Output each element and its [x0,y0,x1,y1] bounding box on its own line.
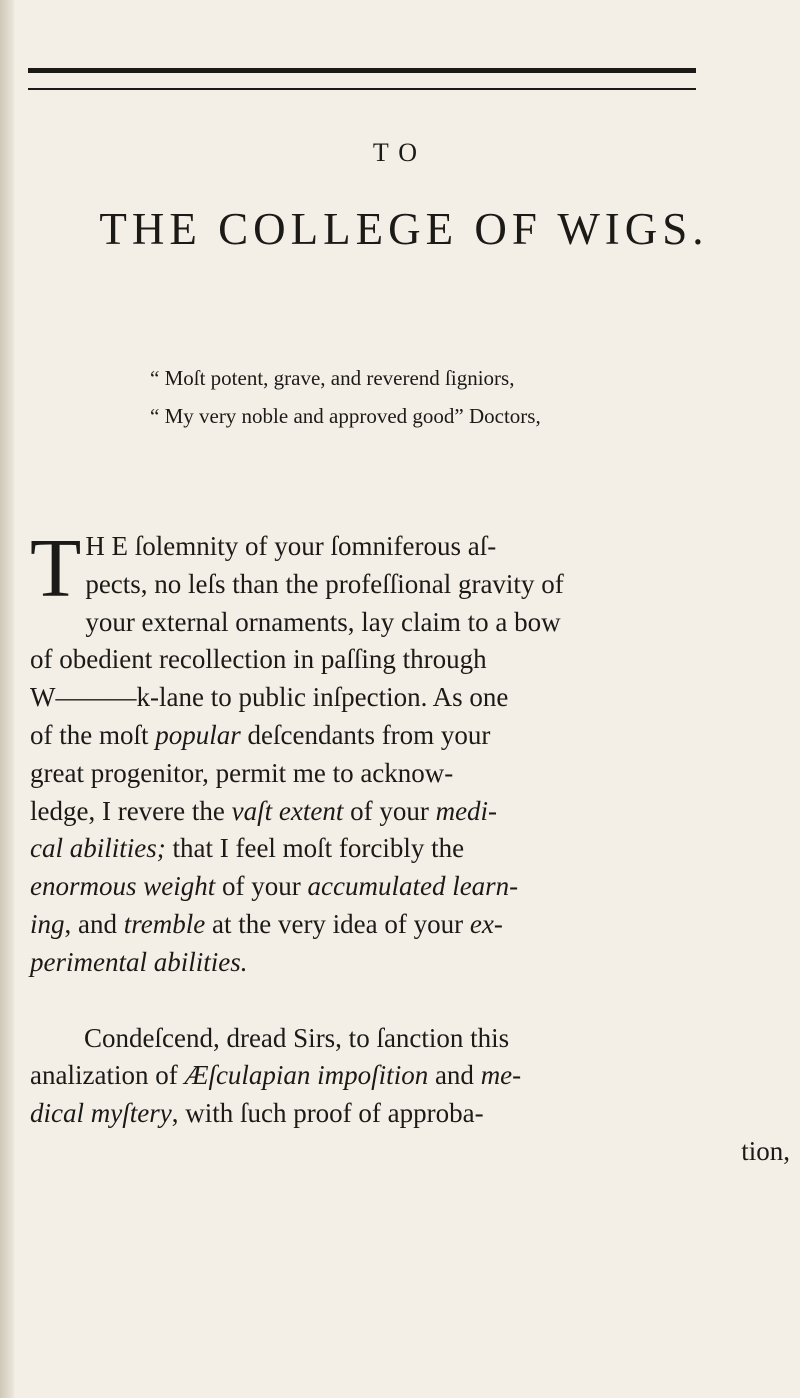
p1-line-9 [30,830,790,868]
epigraph-line-1: “ Moſt potent, grave, and reverend ſigniors, [150,366,515,390]
italic-run: ex- [469,908,503,939]
p2-line-4: tion, [741,1135,790,1166]
text-run: of your [215,871,308,902]
p1-line-11 [30,906,790,944]
p1-line-2: pects, no leſs than the profeſſional gravity of [85,568,564,599]
italic-run: perimental abilities. [30,946,248,977]
p1-line-12 [30,944,790,982]
drop-cap: T [30,522,82,615]
text-run: of your [343,795,436,826]
italic-run: me- [480,1060,522,1091]
italic-run: dical myſtery [30,1098,172,1129]
italic-run: accumulated learn- [307,871,519,902]
text-run: analization of [30,1060,185,1091]
page-title: THE COLLEGE OF WIGS. [99,204,709,254]
p1-line-5: W———k-lane to public inſpection. As one [30,682,509,713]
p2-line-3 [30,1095,790,1133]
text-run: at the very idea of your [205,908,470,939]
italic-run: vaſt extent [231,795,344,826]
epigraph-line-2: “ My very noble and approved good” Doctors, [150,404,541,428]
p1-line-10 [30,868,790,906]
text-run: Condeſcend, dread Sirs, to ſanction this [84,1022,510,1053]
italic-run: ing [30,908,65,939]
text-run: and [428,1060,481,1091]
italic-run: medi- [435,795,498,826]
body-text [30,522,790,1171]
text-run: of the moſt [30,719,156,750]
p2-line-1 [30,1020,790,1058]
p1-line-6 [30,717,790,755]
top-rule-thick [28,68,696,73]
italic-run: popular [155,719,241,750]
text-run: ledge, I revere the [30,795,232,826]
italic-run: enormous weight [30,871,216,902]
italic-run: Æſculapian impoſition [184,1060,429,1091]
p1-line-3: your external ornaments, lay claim to a bow [85,606,561,637]
p2-line-2 [30,1057,790,1095]
p1-line-8 [30,793,790,831]
top-rule-thin [28,88,696,90]
p1-line-7: great progenitor, permit me to acknow- [30,757,454,788]
p1-line-4: of obedient recollection in paſſing through [30,644,487,675]
dedication-to: TO [372,138,428,167]
italic-run: cal abilities; [30,833,166,864]
p1-line-1: H E ſolemnity of your ſomniferous aſ- [85,531,497,561]
text-run: deſcendants from your [240,719,491,750]
text-run: that I feel moſt forcibly the [165,833,465,864]
text-run: , with ſuch proof of approba- [171,1098,484,1129]
text-run: , and [64,908,124,939]
italic-run: tremble [123,908,206,939]
